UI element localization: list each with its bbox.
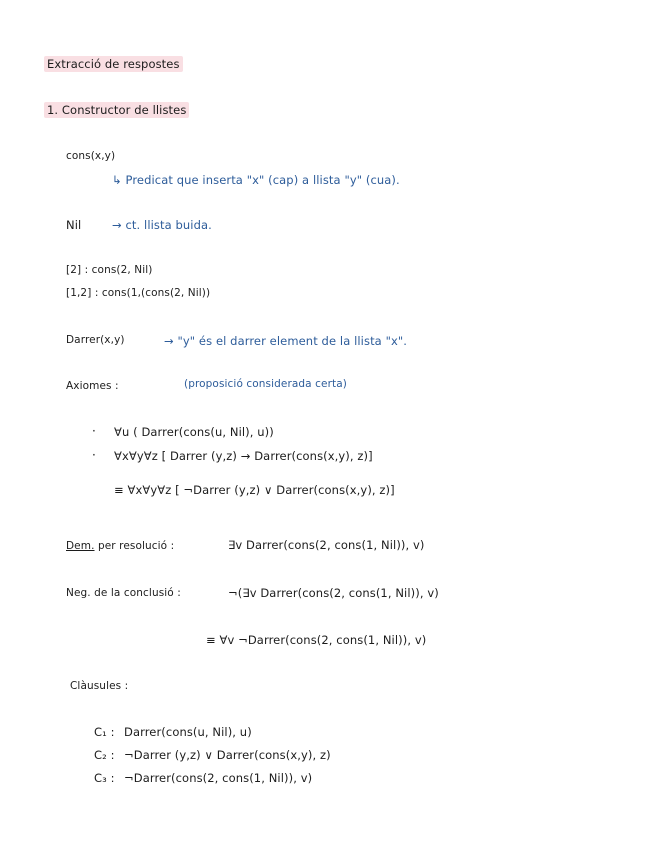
negation-formula: ¬(∃v Darrer(cons(2, cons(1, Nil)), v) bbox=[228, 586, 439, 600]
section-heading: 1. Constructor de llistes bbox=[44, 102, 189, 118]
clausules-label: Clàusules : bbox=[70, 680, 129, 692]
axiomes-note: (proposició considerada certa) bbox=[184, 378, 347, 390]
dem-abbrev: Dem. bbox=[66, 540, 95, 552]
clause-3-label: C₃ : bbox=[94, 771, 115, 785]
clause-1: Darrer(cons(u, Nil), u) bbox=[124, 725, 252, 739]
axiomes-label: Axiomes : bbox=[66, 380, 119, 392]
clause-2: ¬Darrer (y,z) ∨ Darrer(cons(x,y), z) bbox=[124, 748, 331, 762]
example-list-2: [1,2] : cons(1,(cons(2, Nil)) bbox=[66, 287, 211, 299]
axiom-2: ∀x∀y∀z [ Darrer (y,z) → Darrer(cons(x,y), z)] bbox=[114, 449, 373, 463]
darrer-note: → "y" és el darrer element de la llista "x". bbox=[164, 334, 408, 348]
example-list-1: [2] : cons(2, Nil) bbox=[66, 264, 153, 276]
nil-label: Nil bbox=[66, 218, 82, 232]
axiom-2-equivalent: ≡ ∀x∀y∀z [ ¬Darrer (y,z) ∨ Darrer(cons(x,y), z)] bbox=[114, 483, 395, 497]
negation-equivalent: ≡ ∀v ¬Darrer(cons(2, cons(1, Nil)), v) bbox=[206, 633, 427, 647]
bullet-2: · bbox=[92, 448, 96, 462]
negation-label: Neg. de la conclusió : bbox=[66, 587, 181, 599]
bullet-1: · bbox=[92, 424, 96, 438]
cons-definition: cons(x,y) bbox=[66, 150, 116, 162]
dem-label bbox=[66, 540, 174, 552]
nil-note: → ct. llista buida. bbox=[112, 218, 212, 232]
darrer-definition: Darrer(x,y) bbox=[66, 334, 125, 346]
axiom-1: ∀u ( Darrer(cons(u, Nil), u)) bbox=[114, 425, 274, 439]
clause-3: ¬Darrer(cons(2, cons(1, Nil)), v) bbox=[124, 771, 313, 785]
clause-1-label: C₁ : bbox=[94, 725, 115, 739]
page-title: Extracció de respostes bbox=[44, 56, 183, 72]
cons-note: ↳ Predicat que inserta "x" (cap) a llista "y" (cua). bbox=[112, 173, 400, 187]
dem-rest: per resolució : bbox=[94, 540, 175, 552]
dem-formula: ∃v Darrer(cons(2, cons(1, Nil)), v) bbox=[228, 538, 425, 552]
clause-2-label: C₂ : bbox=[94, 748, 115, 762]
